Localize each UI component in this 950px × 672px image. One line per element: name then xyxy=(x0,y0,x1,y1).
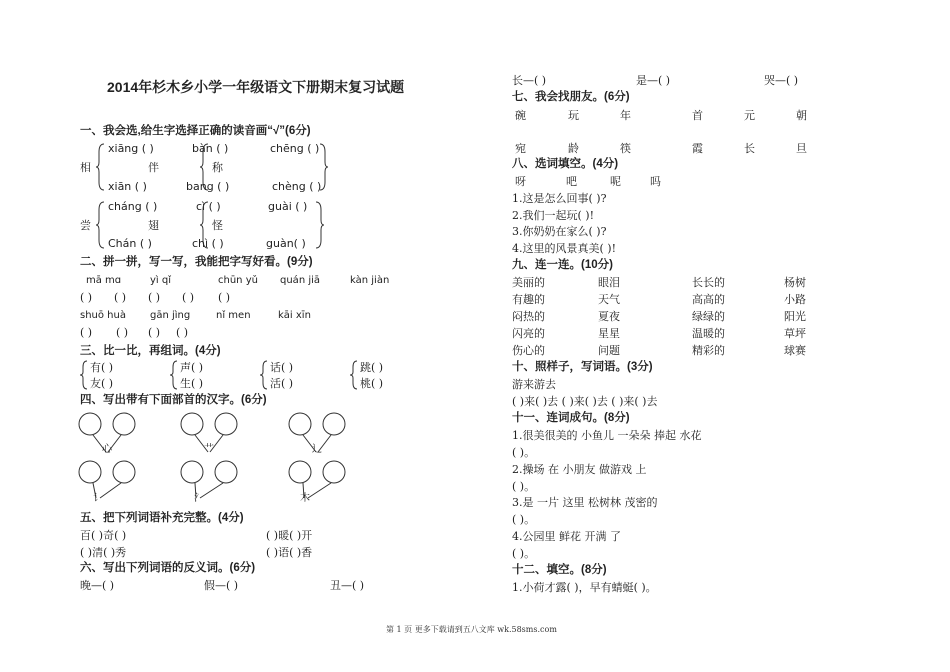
s7-word-11: 长 xyxy=(744,142,755,155)
s9-r3-c1: 闷热的 xyxy=(512,310,545,323)
s1-g1-char-3: 称 xyxy=(212,161,223,174)
s11-item-4-blank[interactable]: ( )。 xyxy=(512,547,536,560)
section-1-heading: 一、我会选,给生字选择正确的读音画“√”(6分) xyxy=(80,125,311,137)
section-5-heading: 五、把下列词语补充完整。(4分) xyxy=(80,512,244,524)
s9-r5-c1: 伤心的 xyxy=(512,344,545,357)
s2-blank-9[interactable]: ( ) xyxy=(176,326,189,339)
s1-g2-char-3: 怪 xyxy=(212,219,223,232)
section-8-heading: 八、选词填空。(4分) xyxy=(512,158,619,170)
s2-pinyin-3: chūn yǔ xyxy=(218,275,258,286)
s8-item-3: 3.你奶奶在家么( )? xyxy=(512,225,607,238)
s6-item-2: 假—( ) xyxy=(204,579,239,592)
s9-r1-c2: 眼泪 xyxy=(598,276,620,289)
s8-item-1: 1.这是怎么回事( )? xyxy=(512,192,607,205)
s3-item-2b: 生( ) xyxy=(180,377,204,390)
s9-r1-c4: 杨树 xyxy=(784,276,806,289)
s1-g2-bot-1: Chán ( ) xyxy=(108,237,152,250)
s11-item-2-blank[interactable]: ( )。 xyxy=(512,480,536,493)
s1-char-4: 尝 xyxy=(80,219,91,232)
s1-g2-bot-3: guàn( ) xyxy=(266,237,306,250)
s1-g2-bot-2: chì ( ) xyxy=(192,237,224,250)
section-7-heading: 七、我会找朋友。(6分) xyxy=(512,91,630,103)
s5-item-4: ( )语( )香 xyxy=(266,546,313,559)
s9-r5-c2: 问题 xyxy=(598,344,620,357)
page-title: 2014年杉木乡小学一年级语文下册期末复习试题 xyxy=(107,79,405,95)
s4-radical-3: 辶 xyxy=(312,444,322,455)
s11-item-1-blank[interactable]: ( )。 xyxy=(512,446,536,459)
s2-blank-3[interactable]: ( ) xyxy=(148,291,161,304)
s11-item-1-words: 1.很美很美的 小鱼儿 一朵朵 捧起 水花 xyxy=(512,429,702,442)
s2-blank-6[interactable]: ( ) xyxy=(80,326,93,339)
s9-r4-c4: 草坪 xyxy=(784,327,806,340)
s9-r2-c3: 高高的 xyxy=(692,293,725,306)
s9-r4-c3: 温暖的 xyxy=(692,327,725,340)
s2-pinyin-5: kàn jiàn xyxy=(350,275,390,286)
s3-item-4b: 桃( ) xyxy=(360,377,384,390)
s1-g1-top-3: chēng ( ) xyxy=(270,142,320,155)
s2-pinyin-2: yì qǐ xyxy=(150,275,172,286)
s8-item-2: 2.我们一起玩( )! xyxy=(512,209,594,222)
s1-g1-bot-1: xiān ( ) xyxy=(108,180,147,193)
s6-item-1: 晚—( ) xyxy=(80,579,115,592)
s2-pinyin-7: gān jìng xyxy=(150,310,191,321)
section-12-heading: 十二、填空。(8分) xyxy=(512,564,607,576)
s8-option-4: 吗 xyxy=(650,175,661,188)
s1-g1-char-2: 伴 xyxy=(148,161,159,174)
s9-r3-c2: 夏夜 xyxy=(598,310,620,323)
s2-pinyin-4: quán jiā xyxy=(280,275,321,286)
section-6-heading: 六、写出下列词语的反义词。(6分) xyxy=(80,562,256,574)
s5-item-3: ( )清( )秀 xyxy=(80,546,127,559)
s2-blank-5[interactable]: ( ) xyxy=(218,291,231,304)
s6-item-5: 是—( ) xyxy=(636,74,671,87)
s7-word-8: 龄 xyxy=(568,142,579,155)
s8-option-2: 吧 xyxy=(566,175,577,188)
s5-item-2: ( )暖( )开 xyxy=(266,529,313,542)
s7-word-6: 朝 xyxy=(796,109,807,122)
s7-word-12: 旦 xyxy=(796,142,807,155)
s2-blank-2[interactable]: ( ) xyxy=(114,291,127,304)
s10-blanks[interactable]: ( )来( )去 ( )来( )去 ( )来( )去 xyxy=(512,395,658,408)
page-footer: 第 1 页 更多下载请到五八文库 wk.58sms.com xyxy=(386,625,557,634)
s3-item-3b: 活( ) xyxy=(270,377,294,390)
s1-g2-top-3: guài ( ) xyxy=(268,200,308,213)
s7-word-2: 玩 xyxy=(568,109,579,122)
s4-radical-5: 氵 xyxy=(194,493,204,504)
s9-r1-c1: 美丽的 xyxy=(512,276,545,289)
s9-r5-c4: 球赛 xyxy=(784,344,806,357)
s4-radical-4: 讠 xyxy=(93,493,103,504)
s9-r2-c4: 小路 xyxy=(784,293,806,306)
s11-item-4-words: 4.公园里 鲜花 开满 了 xyxy=(512,530,621,543)
s6-item-3: 丑—( ) xyxy=(330,579,365,592)
s7-word-9: 筷 xyxy=(620,142,631,155)
s2-pinyin-6: shuō huà xyxy=(80,310,126,321)
s8-item-4: 4.这里的风景真美( )! xyxy=(512,242,616,255)
section-9-heading: 九、连一连。(10分) xyxy=(512,259,613,271)
s7-word-3: 年 xyxy=(620,109,631,122)
s3-item-2a: 声( ) xyxy=(180,361,204,374)
s8-option-3: 呢 xyxy=(610,175,621,188)
s11-item-2-words: 2.操场 在 小朋友 做游戏 上 xyxy=(512,463,647,476)
section-11-heading: 十一、连词成句。(8分) xyxy=(512,412,630,424)
s4-radical-1: 心 xyxy=(102,444,112,455)
s6-item-4: 长—( ) xyxy=(512,74,547,87)
s10-example: 游来游去 xyxy=(512,378,556,391)
section-4-heading: 四、写出带有下面部首的汉字。(6分) xyxy=(80,394,267,406)
s1-g2-char-2: 翅 xyxy=(148,219,159,232)
s2-pinyin-9: kāi xīn xyxy=(278,310,311,321)
s4-radical-6: 木 xyxy=(300,493,310,504)
s7-word-1: 碗 xyxy=(515,109,526,122)
section-10-heading: 十、照样子，写词语。(3分) xyxy=(512,361,653,373)
s2-pinyin-8: nǐ men xyxy=(216,310,251,321)
s1-g1-bot-2: bang ( ) xyxy=(186,180,230,193)
s2-blank-7[interactable]: ( ) xyxy=(116,326,129,339)
s12-item-1: 1.小荷才露( )，早有蜻蜓( )。 xyxy=(512,581,657,594)
s9-r3-c4: 阳光 xyxy=(784,310,806,323)
s1-char-1: 相 xyxy=(80,161,91,174)
s7-word-10: 霞 xyxy=(692,142,703,155)
s7-word-7: 宛 xyxy=(515,142,526,155)
s1-g1-top-2: bàn ( ) xyxy=(192,142,229,155)
s3-item-1b: 友( ) xyxy=(90,377,114,390)
s1-g2-top-1: cháng ( ) xyxy=(108,200,158,213)
s2-blank-4[interactable]: ( ) xyxy=(182,291,195,304)
s2-blank-1[interactable]: ( ) xyxy=(80,291,93,304)
s2-pinyin-1: mā mɑ xyxy=(86,275,122,286)
s9-r4-c2: 星星 xyxy=(598,327,620,340)
section-3-heading: 三、比一比，再组词。(4分) xyxy=(80,345,221,357)
s7-word-5: 元 xyxy=(744,109,755,122)
section-2-heading: 二、拼一拼，写一写，我能把字写好看。(9分) xyxy=(80,256,313,268)
s2-blank-8[interactable]: ( ) xyxy=(148,326,161,339)
s1-g1-top-1: xiāng ( ) xyxy=(108,142,154,155)
s4-radical-2: 艹 xyxy=(204,444,214,455)
s7-word-4: 首 xyxy=(692,109,703,122)
s3-item-1a: 有( ) xyxy=(90,361,114,374)
s11-item-3-words: 3.是 一片 这里 松树林 茂密的 xyxy=(512,496,658,509)
s8-option-1: 呀 xyxy=(515,175,526,188)
s9-r5-c3: 精彩的 xyxy=(692,344,725,357)
s9-r4-c1: 闪亮的 xyxy=(512,327,545,340)
s9-r2-c2: 天气 xyxy=(598,293,620,306)
s6-item-6: 哭—( ) xyxy=(764,74,799,87)
s1-g1-bot-3: chèng ( ) xyxy=(272,180,322,193)
s3-item-3a: 话( ) xyxy=(270,361,294,374)
s5-item-1: 百( )奇( ) xyxy=(80,529,127,542)
s9-r2-c1: 有趣的 xyxy=(512,293,545,306)
s1-g2-top-2: cì ( ) xyxy=(196,200,221,213)
s9-r3-c3: 绿绿的 xyxy=(692,310,725,323)
s11-item-3-blank[interactable]: ( )。 xyxy=(512,513,536,526)
s9-r1-c3: 长长的 xyxy=(692,276,725,289)
s3-item-4a: 跳( ) xyxy=(360,361,384,374)
